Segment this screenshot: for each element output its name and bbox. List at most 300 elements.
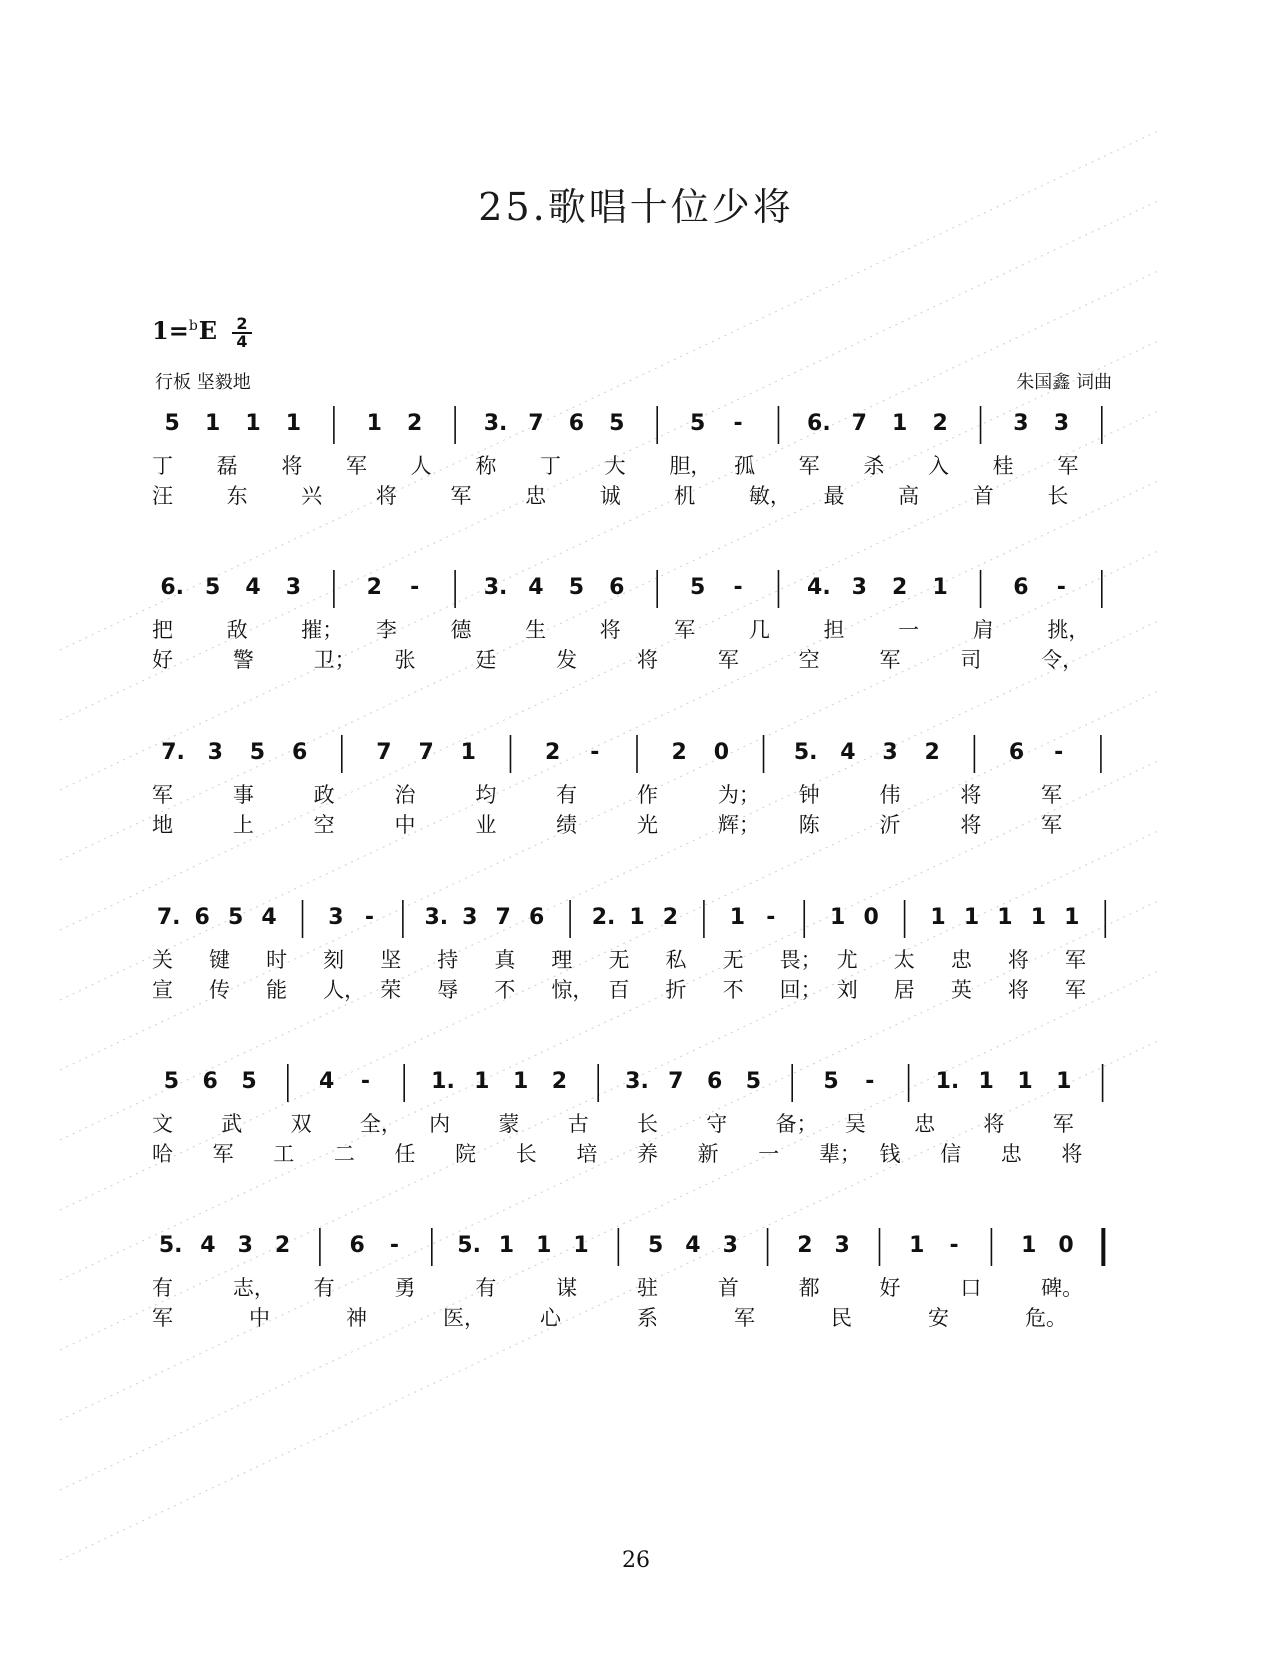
note: 0 <box>863 905 879 930</box>
lyric-char: 将 <box>1007 978 1029 1002</box>
lyric-char: 持 <box>437 948 459 972</box>
note: 3. <box>625 1069 649 1094</box>
lyric-char: 好 <box>879 1276 901 1300</box>
lyric-char: 将 <box>1007 948 1029 972</box>
note: 1 <box>285 411 302 436</box>
note: 3. <box>424 905 449 930</box>
note: 2 <box>924 740 940 765</box>
lyric-char: 忠 <box>525 484 547 508</box>
lyric-char: 荣 <box>380 978 402 1002</box>
dash-hold: - <box>364 905 374 930</box>
note: 1 <box>978 1069 994 1094</box>
note: 2 <box>544 740 561 765</box>
time-signature-top: 2 <box>232 316 252 334</box>
note: 1 <box>1030 905 1047 930</box>
lyric-char: 居 <box>893 978 915 1002</box>
lyric-row <box>152 480 1122 510</box>
lyric-char: 英 <box>950 978 972 1002</box>
lyric-char: 太 <box>893 948 915 972</box>
lyric-char: 心 <box>540 1306 561 1330</box>
time-signature-bottom: 4 <box>236 332 248 351</box>
note: 1 <box>909 1233 925 1258</box>
lyric-char: 军 <box>734 1306 755 1330</box>
lyric-char: 双 <box>290 1112 312 1136</box>
note: 1 <box>830 905 846 930</box>
lyric-char: 蒙 <box>498 1112 520 1136</box>
lyric-char: 绩 <box>556 813 578 837</box>
lyric-char: 工 <box>273 1142 295 1166</box>
lyric-char: 汪 <box>152 484 173 508</box>
lyric-char: 将 <box>960 783 982 807</box>
lyric-char: 内 <box>429 1112 451 1136</box>
lyric-char: 军 <box>1041 783 1063 807</box>
lyric-char: 口 <box>960 1276 982 1300</box>
lyric-row <box>152 974 1122 1004</box>
lyric-char: 入 <box>928 454 949 478</box>
lyric-char: 空 <box>798 648 820 672</box>
lyric-char: 守 <box>706 1112 728 1136</box>
note: 5 <box>164 411 180 436</box>
lyric-char: 辱 <box>437 978 459 1002</box>
page-number: 26 <box>622 1548 650 1573</box>
key-flat: b <box>188 318 198 334</box>
lyric-char: 军 <box>674 618 696 642</box>
lyric-char: 军 <box>346 454 367 478</box>
dash-hold: - <box>1056 575 1066 600</box>
lyric-row <box>152 644 1122 674</box>
lyric-char: 神 <box>346 1306 367 1330</box>
lyric-char: 机 <box>674 484 696 508</box>
lyric-char: 挑， <box>1047 618 1090 642</box>
notation-row <box>152 1226 1122 1274</box>
lyric-char: 事 <box>232 783 254 807</box>
note: 3 <box>851 575 867 600</box>
lyric-char: 系 <box>637 1306 658 1330</box>
dash-hold: - <box>410 575 420 600</box>
notation-svg <box>152 733 1122 781</box>
lyric-char: 把 <box>152 618 173 642</box>
lyric-char: 陈 <box>798 813 820 837</box>
lyric-char: 回； <box>779 978 822 1002</box>
lyric-char: 丁 <box>152 454 173 478</box>
lyric-char: 吴 <box>844 1112 866 1136</box>
lyric-char: 全， <box>359 1112 402 1136</box>
lyric-char: 高 <box>898 484 920 508</box>
note: 5 <box>745 1069 762 1094</box>
lyric-char: 一 <box>758 1142 780 1166</box>
lyric-char: 折 <box>665 978 687 1002</box>
note: 6 <box>1013 575 1029 600</box>
note: 7. <box>156 905 181 930</box>
lyric-char: 东 <box>226 484 248 508</box>
note: 1 <box>512 1069 529 1094</box>
lyric-row <box>152 809 1122 839</box>
note: 5 <box>227 905 244 930</box>
lyric-char: 军 <box>1064 948 1086 972</box>
note: 5 <box>568 575 585 600</box>
dash-hold: - <box>389 1233 400 1258</box>
lyric-row <box>152 1302 1122 1332</box>
lyric-char: 几 <box>748 618 770 642</box>
note: 5 <box>249 740 266 765</box>
lyric-char: 忠 <box>1000 1142 1022 1166</box>
lyric-char: 民 <box>831 1306 852 1330</box>
note: 3 <box>834 1233 850 1258</box>
note: 2 <box>551 1069 568 1094</box>
lyric-char: 兴 <box>301 484 323 508</box>
lyric-char: 信 <box>940 1142 962 1166</box>
lyric-char: 军 <box>879 648 901 672</box>
lyric-char: 军 <box>152 783 173 807</box>
note: 6 <box>528 905 545 930</box>
note: 3 <box>722 1233 738 1258</box>
lyric-char: 廷 <box>475 648 497 672</box>
note: 0 <box>1058 1233 1074 1258</box>
note: 6 <box>568 411 585 436</box>
lyric-char: 将 <box>599 618 621 642</box>
note: 6 <box>202 1069 218 1094</box>
lyric-char: 孤 <box>734 454 755 478</box>
lyric-char: 无 <box>608 948 630 972</box>
lyric-char: 政 <box>313 783 335 807</box>
note: 0 <box>713 740 730 765</box>
lyric-char: 丁 <box>540 454 561 478</box>
lyric-char: 人， <box>323 978 366 1002</box>
note: 2 <box>366 575 382 600</box>
lyric-char: 有 <box>313 1276 335 1300</box>
note: 7. <box>161 740 185 765</box>
lyric-char: 哈 <box>152 1142 173 1166</box>
note: 6. <box>807 411 831 436</box>
lyric-char: 任 <box>394 1142 416 1166</box>
lyric-char: 诚 <box>599 484 621 508</box>
lyric-char: 真 <box>494 948 516 972</box>
note: 6 <box>706 1069 723 1094</box>
note: 3 <box>207 740 223 765</box>
lyric-char: 军 <box>212 1142 234 1166</box>
lyric-char: 首 <box>972 484 994 508</box>
note: 4 <box>261 905 277 930</box>
lyric-char: 担 <box>823 618 845 642</box>
note: 5 <box>689 411 706 436</box>
author-credit: 朱国鑫 词曲 <box>1016 372 1112 393</box>
note: 1 <box>892 411 908 436</box>
note: 5 <box>204 575 221 600</box>
lyric-char: 将 <box>637 648 658 672</box>
lyric-char: 新 <box>697 1142 719 1166</box>
note: 4 <box>318 1069 335 1094</box>
lyric-char: 将 <box>1061 1142 1083 1166</box>
note: 5. <box>793 740 818 765</box>
notation-svg <box>152 898 1122 946</box>
lyric-char: 备； <box>775 1112 818 1136</box>
lyric-char: 最 <box>823 484 845 508</box>
lyric-char: 武 <box>221 1112 243 1136</box>
lyric-char: 医， <box>443 1306 485 1330</box>
note: 5 <box>689 575 706 600</box>
lyric-char: 钟 <box>798 783 820 807</box>
lyric-char: 将 <box>375 484 397 508</box>
lyric-char: 安 <box>928 1306 949 1330</box>
lyric-char: 驻 <box>637 1276 658 1300</box>
notation-row <box>152 733 1122 781</box>
notation-row <box>152 898 1122 946</box>
lyric-char: 军 <box>152 1306 173 1330</box>
dash-hold: - <box>733 411 743 436</box>
note: 1 <box>536 1233 552 1258</box>
lyric-char: 理 <box>551 948 573 972</box>
note: 5 <box>163 1069 180 1094</box>
lyric-char: 关 <box>152 948 173 972</box>
note: 4. <box>807 575 831 600</box>
lyric-char: 有 <box>152 1276 173 1300</box>
lyric-char: 桂 <box>992 454 1014 478</box>
note: 1 <box>474 1069 490 1094</box>
dash-hold: - <box>1054 740 1064 765</box>
note: 1 <box>729 905 746 930</box>
lyric-char: 摧； <box>301 618 344 642</box>
note: 3 <box>1013 411 1029 436</box>
note: 2 <box>274 1233 291 1258</box>
lyric-row <box>152 614 1122 644</box>
note: 1. <box>935 1069 960 1094</box>
lyric-char: 业 <box>475 813 497 837</box>
note: 1 <box>963 905 980 930</box>
texture-line <box>60 270 1160 790</box>
lyric-char: 磊 <box>216 454 238 478</box>
lyric-char: 沂 <box>879 813 901 837</box>
note: 6 <box>349 1233 365 1258</box>
dash-hold: - <box>733 575 743 600</box>
lyric-char: 地 <box>152 813 173 837</box>
dash-hold: - <box>360 1069 370 1094</box>
note: 2. <box>591 905 616 930</box>
note: 4 <box>528 575 544 600</box>
lyric-char: 谋 <box>556 1276 578 1300</box>
lyric-char: 好 <box>152 648 173 672</box>
lyric-char: 敌 <box>226 618 248 642</box>
lyric-char: 有 <box>556 783 578 807</box>
note: 2 <box>662 905 679 930</box>
lyric-char: 不 <box>722 978 744 1002</box>
note: 4 <box>245 575 261 600</box>
note: 1 <box>930 905 946 930</box>
note: 1 <box>204 411 221 436</box>
note: 3 <box>882 740 898 765</box>
note: 1. <box>431 1069 455 1094</box>
lyric-char: 上 <box>232 813 254 837</box>
lyric-char: 时 <box>266 948 288 972</box>
lyric-char: 空 <box>313 813 335 837</box>
note: 4 <box>685 1233 701 1258</box>
lyric-char: 中 <box>249 1306 270 1330</box>
lyric-char: 碑。 <box>1041 1276 1084 1300</box>
note: 1 <box>932 575 948 600</box>
note: 3 <box>1053 411 1070 436</box>
note: 4 <box>840 740 856 765</box>
note: 7 <box>418 740 434 765</box>
note: 5 <box>241 1069 257 1094</box>
lyric-char: 伟 <box>879 783 901 807</box>
lyric-char: 杀 <box>863 454 885 478</box>
lyric-char: 称 <box>475 454 497 478</box>
note: 3 <box>285 575 302 600</box>
lyric-char: 私 <box>665 948 687 972</box>
lyric-char: 键 <box>209 948 231 972</box>
lyric-char: 光 <box>637 813 658 837</box>
note: 7 <box>851 411 867 436</box>
lyric-char: 坚 <box>380 948 402 972</box>
note: 1 <box>1021 1233 1037 1258</box>
key-note: E <box>198 316 218 345</box>
lyric-char: 危。 <box>1025 1306 1067 1330</box>
lyric-char: 忠 <box>950 948 972 972</box>
note: 3. <box>483 411 508 436</box>
notation-svg <box>152 1226 1122 1274</box>
note: 1 <box>997 905 1013 930</box>
lyric-char: 惊， <box>551 978 594 1002</box>
dash-hold: - <box>590 740 600 765</box>
note: 1 <box>1056 1069 1072 1094</box>
note: 6 <box>1008 740 1025 765</box>
lyric-char: 刘 <box>836 978 858 1002</box>
lyric-char: 首 <box>717 1276 739 1300</box>
lyric-char: 李 <box>375 618 397 642</box>
lyric-char: 畏； <box>779 948 822 972</box>
lyric-char: 有 <box>475 1276 497 1300</box>
note: 5. <box>457 1233 481 1258</box>
lyric-char: 辈； <box>818 1142 861 1166</box>
notation-row <box>152 568 1122 616</box>
song-title: 25.歌唱十位少将 <box>478 185 794 229</box>
key-tonic: 1= <box>152 316 189 345</box>
lyric-char: 肩 <box>972 618 994 642</box>
note: 6 <box>609 575 625 600</box>
note: 7 <box>668 1069 684 1094</box>
note: 1 <box>498 1233 515 1258</box>
lyric-char: 均 <box>475 783 497 807</box>
lyric-char: 发 <box>556 648 578 672</box>
lyric-char: 大 <box>604 454 626 478</box>
note: 6. <box>160 575 185 600</box>
lyric-row <box>152 779 1122 809</box>
lyric-char: 警 <box>232 648 254 672</box>
note: 2 <box>797 1233 813 1258</box>
lyric-char: 司 <box>960 648 982 672</box>
lyric-char: 人 <box>410 454 432 478</box>
lyric-char: 文 <box>152 1112 173 1136</box>
dash-hold: - <box>766 905 776 930</box>
note: 4 <box>200 1233 216 1258</box>
lyric-char: 中 <box>394 813 416 837</box>
note: 3. <box>483 575 508 600</box>
note: 3 <box>328 905 344 930</box>
lyric-row <box>152 1272 1122 1302</box>
lyric-char: 敏， <box>748 484 791 508</box>
dash-hold: - <box>865 1069 875 1094</box>
lyric-char: 为； <box>717 783 760 807</box>
note: 2 <box>932 411 948 436</box>
lyric-char: 军 <box>450 484 472 508</box>
lyric-char: 治 <box>394 783 416 807</box>
lyric-char: 钱 <box>879 1142 901 1166</box>
lyric-char: 志， <box>232 1276 275 1300</box>
note: 1 <box>1064 905 1080 930</box>
key-signature <box>152 316 217 345</box>
lyric-char: 院 <box>455 1142 477 1166</box>
notation-row <box>152 404 1122 452</box>
lyric-char: 尤 <box>836 948 858 972</box>
lyric-char: 作 <box>637 783 658 807</box>
lyric-char: 一 <box>898 618 920 642</box>
lyric-char: 刻 <box>323 948 345 972</box>
note: 7 <box>495 905 511 930</box>
lyric-char: 生 <box>525 618 547 642</box>
lyric-char: 培 <box>576 1142 598 1166</box>
note: 1 <box>366 411 382 436</box>
lyric-char: 忠 <box>914 1112 936 1136</box>
note: 1 <box>245 411 261 436</box>
lyric-char: 传 <box>209 978 231 1002</box>
lyric-char: 军 <box>1064 978 1086 1002</box>
lyric-char: 军 <box>1041 813 1063 837</box>
lyric-char: 养 <box>637 1142 658 1166</box>
lyric-char: 将 <box>983 1112 1005 1136</box>
lyric-char: 长 <box>637 1112 658 1136</box>
note: 5 <box>647 1233 664 1258</box>
lyric-row <box>152 1108 1122 1138</box>
note: 5 <box>823 1069 839 1094</box>
lyric-char: 军 <box>1052 1112 1074 1136</box>
notation-svg <box>152 1062 1122 1110</box>
note: 3 <box>462 905 478 930</box>
note: 5. <box>158 1233 183 1258</box>
lyric-row <box>152 944 1122 974</box>
note: 1 <box>1017 1069 1033 1094</box>
lyric-char: 无 <box>722 948 744 972</box>
lyric-char: 长 <box>515 1142 537 1166</box>
lyric-char: 长 <box>1047 484 1069 508</box>
note: 5 <box>609 411 625 436</box>
notation-row <box>152 1062 1122 1110</box>
lyric-row <box>152 1138 1122 1168</box>
lyric-char: 将 <box>960 813 982 837</box>
lyric-char: 卫； <box>313 648 356 672</box>
dash-hold: - <box>949 1233 959 1258</box>
note: 6 <box>194 905 210 930</box>
lyric-char: 都 <box>798 1276 820 1300</box>
note: 3 <box>237 1233 253 1258</box>
lyric-char: 不 <box>494 978 516 1002</box>
lyric-char: 将 <box>281 454 303 478</box>
lyric-row <box>152 450 1122 480</box>
tempo-marking: 行板 坚毅地 <box>155 372 251 393</box>
notation-svg <box>152 404 1122 452</box>
note: 6 <box>291 740 308 765</box>
lyric-char: 勇 <box>394 1276 416 1300</box>
lyric-char: 二 <box>333 1142 355 1166</box>
lyric-char: 百 <box>608 978 630 1002</box>
lyric-char: 军 <box>717 648 739 672</box>
time-signature <box>232 316 252 350</box>
lyric-char: 军 <box>1057 454 1079 478</box>
note: 2 <box>407 411 423 436</box>
note: 7 <box>376 740 392 765</box>
lyric-char: 德 <box>450 618 472 642</box>
note: 1 <box>629 905 645 930</box>
lyric-char: 能 <box>266 978 288 1002</box>
notation-svg <box>152 568 1122 616</box>
